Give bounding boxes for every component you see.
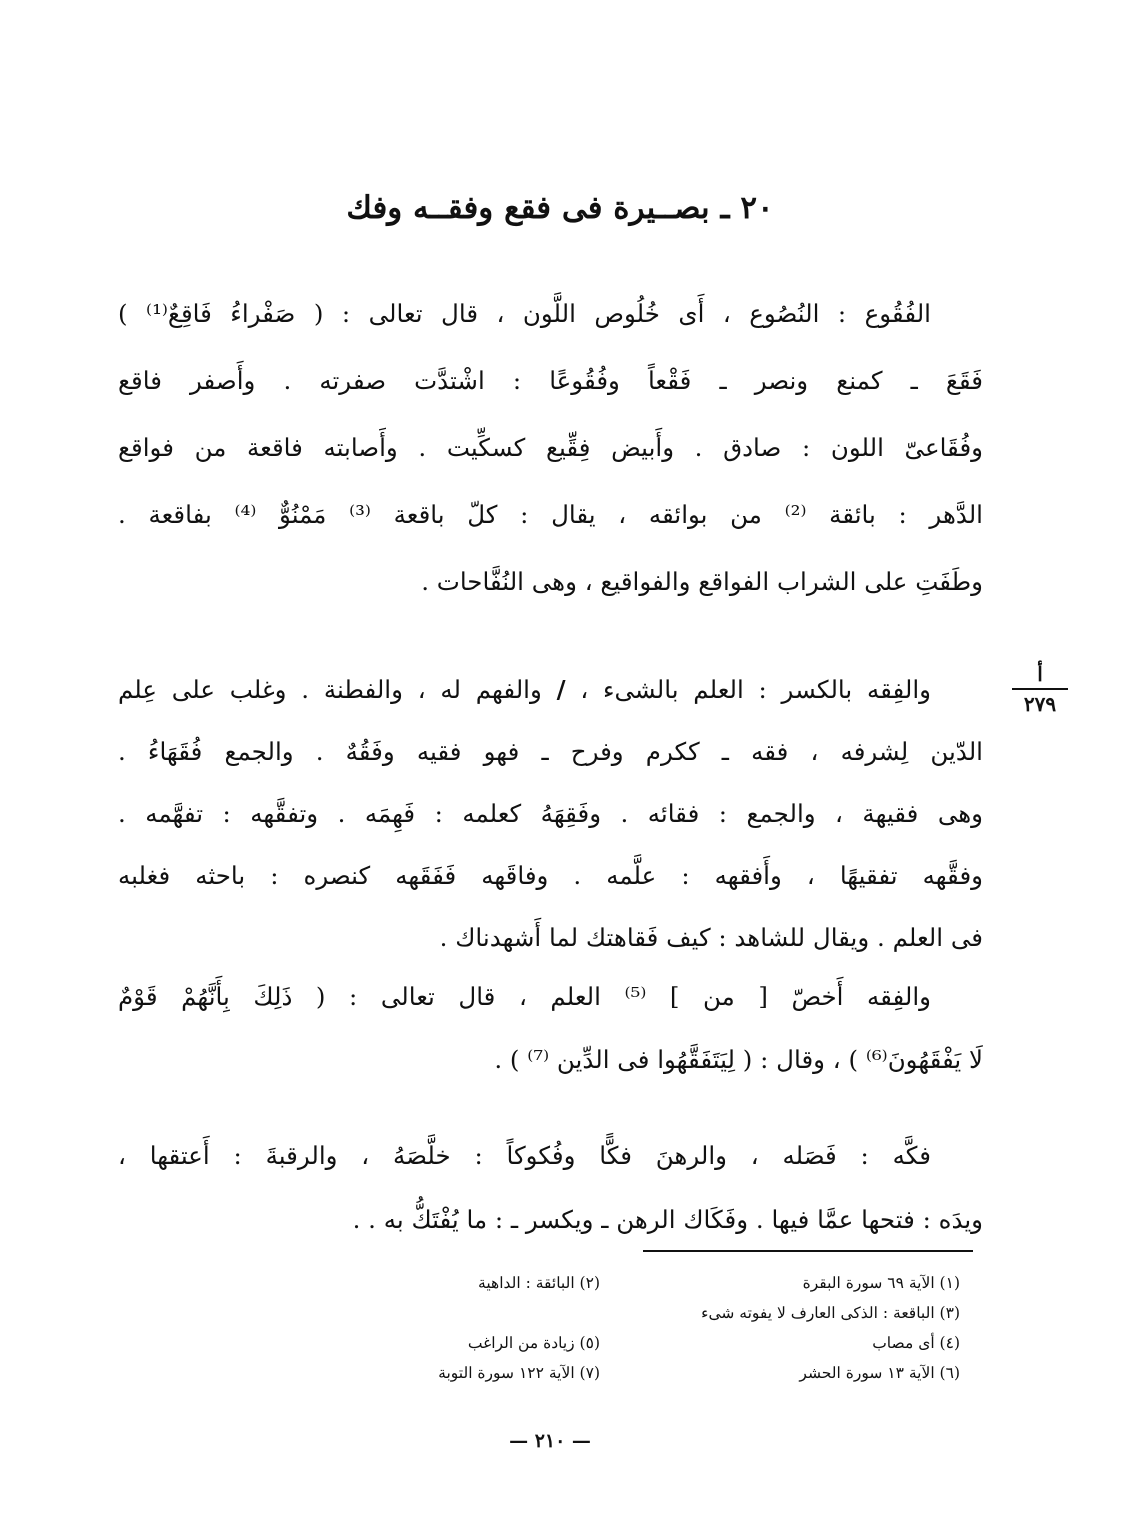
footnote: (٣) الباقعة : الذكى العارف لا يفوته شىء: [701, 1304, 960, 1322]
text-line: وهى فقيهة ، والجمع : فقائه . وفَقِهَهُ كعلمه : فَهِمَه . وتفقَّهه : تفهَّمه .: [118, 799, 983, 828]
text-line: والفِقه أَخصّ [ من ] ⁽⁵⁾ العلم ، قال تعالى : ( ذَلِكَ بِأَنَّهُمْ قَوْمٌ: [118, 982, 931, 1011]
paragraph-fuqu: [118, 280, 983, 615]
margin-page-reference: [1012, 662, 1068, 716]
footnote: (٥) زيادة من الراغب: [467, 1334, 600, 1352]
text-line: [118, 659, 983, 721]
footnote: (٢) البائقة : الداهية: [478, 1274, 600, 1292]
text-line: الدّين لِشرفه ، فقه ـ ككرم وفرح ـ فهو فقيه وفَقُهٌ . والجمع فُقَهَاءُ .: [118, 737, 983, 766]
footnote: (٤) أى مصاب: [872, 1334, 960, 1352]
text-line: ويدَه : فتحها عمَّا فيها . وفَكَاك الرهن ـ ويكسر ـ : ما يُفْتَكُّ به . .: [352, 1205, 983, 1234]
paragraph-fiqh-akhass: [118, 965, 983, 1091]
text-line: الدَّهر : بائقة ⁽²⁾ من بوائقه ، يقال : كلّ باقعة ⁽³⁾ مَمْنُوٌّ ⁽⁴⁾ بفاقعة .: [118, 500, 983, 529]
page-number: — ٢١٠ —: [509, 1430, 591, 1452]
text-line: فكَّه : فَصَله ، والرهنَ فكًّا وفُكوكاً : خلَّصَهُ ، والرقبةَ : أَعتقها ،: [118, 1141, 931, 1170]
text-line: فى العلم . ويقال للشاهد : كيف فَقاهتك لما أَشهدناك .: [439, 923, 983, 952]
text-segment: والفِقه بالكسر : العلم بالشىء ،: [580, 675, 931, 704]
text-segment: والفهم له ، والفطنة . وغلب على عِلم: [118, 675, 542, 704]
text-line: الفُقُوع : النُصُوع ، أَى خُلُوص اللَّون ، قال تعالى : ( صَفْراءُ فَاقِعٌ⁽¹⁾ ): [118, 299, 931, 328]
paragraph-fiqh: [118, 659, 983, 969]
text-line: وفقَّهه تفقيهًا ، وأَفقهه : علَّمه . وفاقَهه فَفَقَهه كنصره : باحثه فغلبه: [118, 861, 983, 890]
margin-reference-bottom: ٢٧٩: [1023, 692, 1057, 716]
text-line: وطَفَتِ على الشراب الفواقع والفواقيع ، وهى النُفَّاحات .: [421, 567, 983, 596]
footnote-divider: [643, 1250, 973, 1252]
text-line: وفُقَاعىّ اللون : صادق . وأَبيض فِقِّيع كسكِّيت . وأَصابته فاقعة من فواقع: [118, 433, 983, 462]
footnote: (٧) الآية ١٢٢ سورة التوبة: [438, 1364, 600, 1382]
footnote: (١) الآية ٦٩ سورة البقرة: [802, 1274, 960, 1292]
text-line: فَقَعَ ـ كمنع ونصر ـ فَقْعاً وفُقُوعًا : اشْتدَّت صفرته . وأَصفر فاقع: [118, 366, 983, 395]
footnote: (٦) الآية ١٣ سورة الحشر: [799, 1364, 960, 1382]
margin-reference-top: أ: [1037, 662, 1043, 686]
section-title: ٢٠ ـ بصــيرة فى فقع وفقــه وفك: [346, 190, 774, 226]
text-line: لَا يَفْقَهُونَ⁽⁶⁾ ) ، وقال : ( لِيَتَفَقَّهُوا فى الدِّين ⁽⁷⁾ ) .: [494, 1045, 983, 1074]
paragraph-fakk: [118, 1124, 983, 1252]
footnotes: [270, 1268, 960, 1388]
page-break-mark: /: [556, 675, 566, 704]
margin-reference-rule: [1012, 688, 1068, 690]
